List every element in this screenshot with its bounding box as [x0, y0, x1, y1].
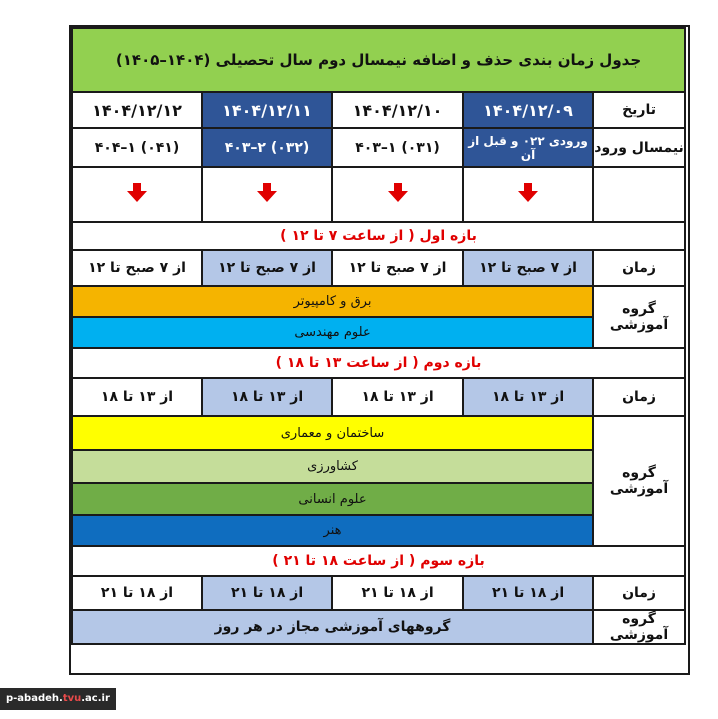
entry-row-label: نیمسال ورود [593, 128, 685, 167]
time-cell: از ۷ صبح تا ۱۲ [202, 250, 332, 286]
site-footer-watermark [0, 688, 116, 710]
group-bar: برق و کامپیوتر [72, 286, 593, 317]
time-cell: از ۱۳ تا ۱۸ [332, 378, 463, 416]
period-2-title: بازه دوم ( از ساعت ۱۳ تا ۱۸ ) [72, 348, 685, 378]
time-row-label: زمان [593, 250, 685, 286]
date-cell: ۱۴۰۴/۱۲/۰۹ [463, 92, 593, 128]
date-row-label: تاریخ [593, 92, 685, 128]
time-row-label: زمان [593, 576, 685, 610]
group-bar: علوم انسانی [72, 483, 593, 515]
time-cell: از ۷ صبح تا ۱۲ [332, 250, 463, 286]
entry-cell: (۰۳۱) ۱–۴۰۳ [332, 128, 463, 167]
time-cell: از ۷ صبح تا ۱۲ [463, 250, 593, 286]
time-cell: از ۱۸ تا ۲۱ [332, 576, 463, 610]
time-cell: از ۱۸ تا ۲۱ [463, 576, 593, 610]
schedule-title: جدول زمان بندی حذف و اضافه نیمسال دوم سال تحصیلی (۱۴۰۴–۱۴۰۵) [72, 28, 685, 92]
footer-prefix: p-abadeh. [6, 693, 63, 704]
period-1-title: بازه اول ( از ساعت ۷ تا ۱۲ ) [72, 222, 685, 250]
red-down-arrow-icon [387, 183, 409, 203]
red-down-arrow-icon [126, 183, 148, 203]
date-cell: ۱۴۰۴/۱۲/۱۰ [332, 92, 463, 128]
group-bar: هنر [72, 515, 593, 546]
group-bar: کشاورزی [72, 450, 593, 483]
group-bar: ساختمان و معماری [72, 416, 593, 450]
footer-accent: tvu [62, 693, 82, 704]
schedule-table [71, 27, 686, 645]
red-down-arrow-icon [517, 183, 539, 203]
date-cell: ۱۴۰۴/۱۲/۱۱ [202, 92, 332, 128]
arrow-cell [332, 167, 463, 222]
time-cell: از ۱۳ تا ۱۸ [72, 378, 202, 416]
period-3-title: بازه سوم ( از ساعت ۱۸ تا ۲۱ ) [72, 546, 685, 576]
time-cell: از ۱۳ تا ۱۸ [202, 378, 332, 416]
time-cell: از ۱۸ تا ۲۱ [202, 576, 332, 610]
time-cell: از ۷ صبح تا ۱۲ [72, 250, 202, 286]
arrow-cell [202, 167, 332, 222]
group-row-label: گروه آموزشی [593, 610, 685, 644]
entry-cell: (۰۳۲) ۲–۴۰۳ [202, 128, 332, 167]
entry-cell: ورودی ۰۲۲ و قبل از آن [463, 128, 593, 167]
red-down-arrow-icon [256, 183, 278, 203]
time-cell: از ۱۳ تا ۱۸ [463, 378, 593, 416]
group-row-label: گروه آموزشی [593, 416, 685, 546]
group-bar: علوم مهندسی [72, 317, 593, 348]
footer-suffix: .ac.ir [81, 693, 110, 704]
group-row-label: گروه آموزشی [593, 286, 685, 348]
arrow-row-label [593, 167, 685, 222]
time-row-label: زمان [593, 378, 685, 416]
arrow-cell [72, 167, 202, 222]
time-cell: از ۱۸ تا ۲۱ [72, 576, 202, 610]
arrow-cell [463, 167, 593, 222]
group-bar: گروههای آموزشی مجاز در هر روز [72, 610, 593, 644]
date-cell: ۱۴۰۴/۱۲/۱۲ [72, 92, 202, 128]
entry-cell: (۰۴۱) ۱–۴۰۴ [72, 128, 202, 167]
